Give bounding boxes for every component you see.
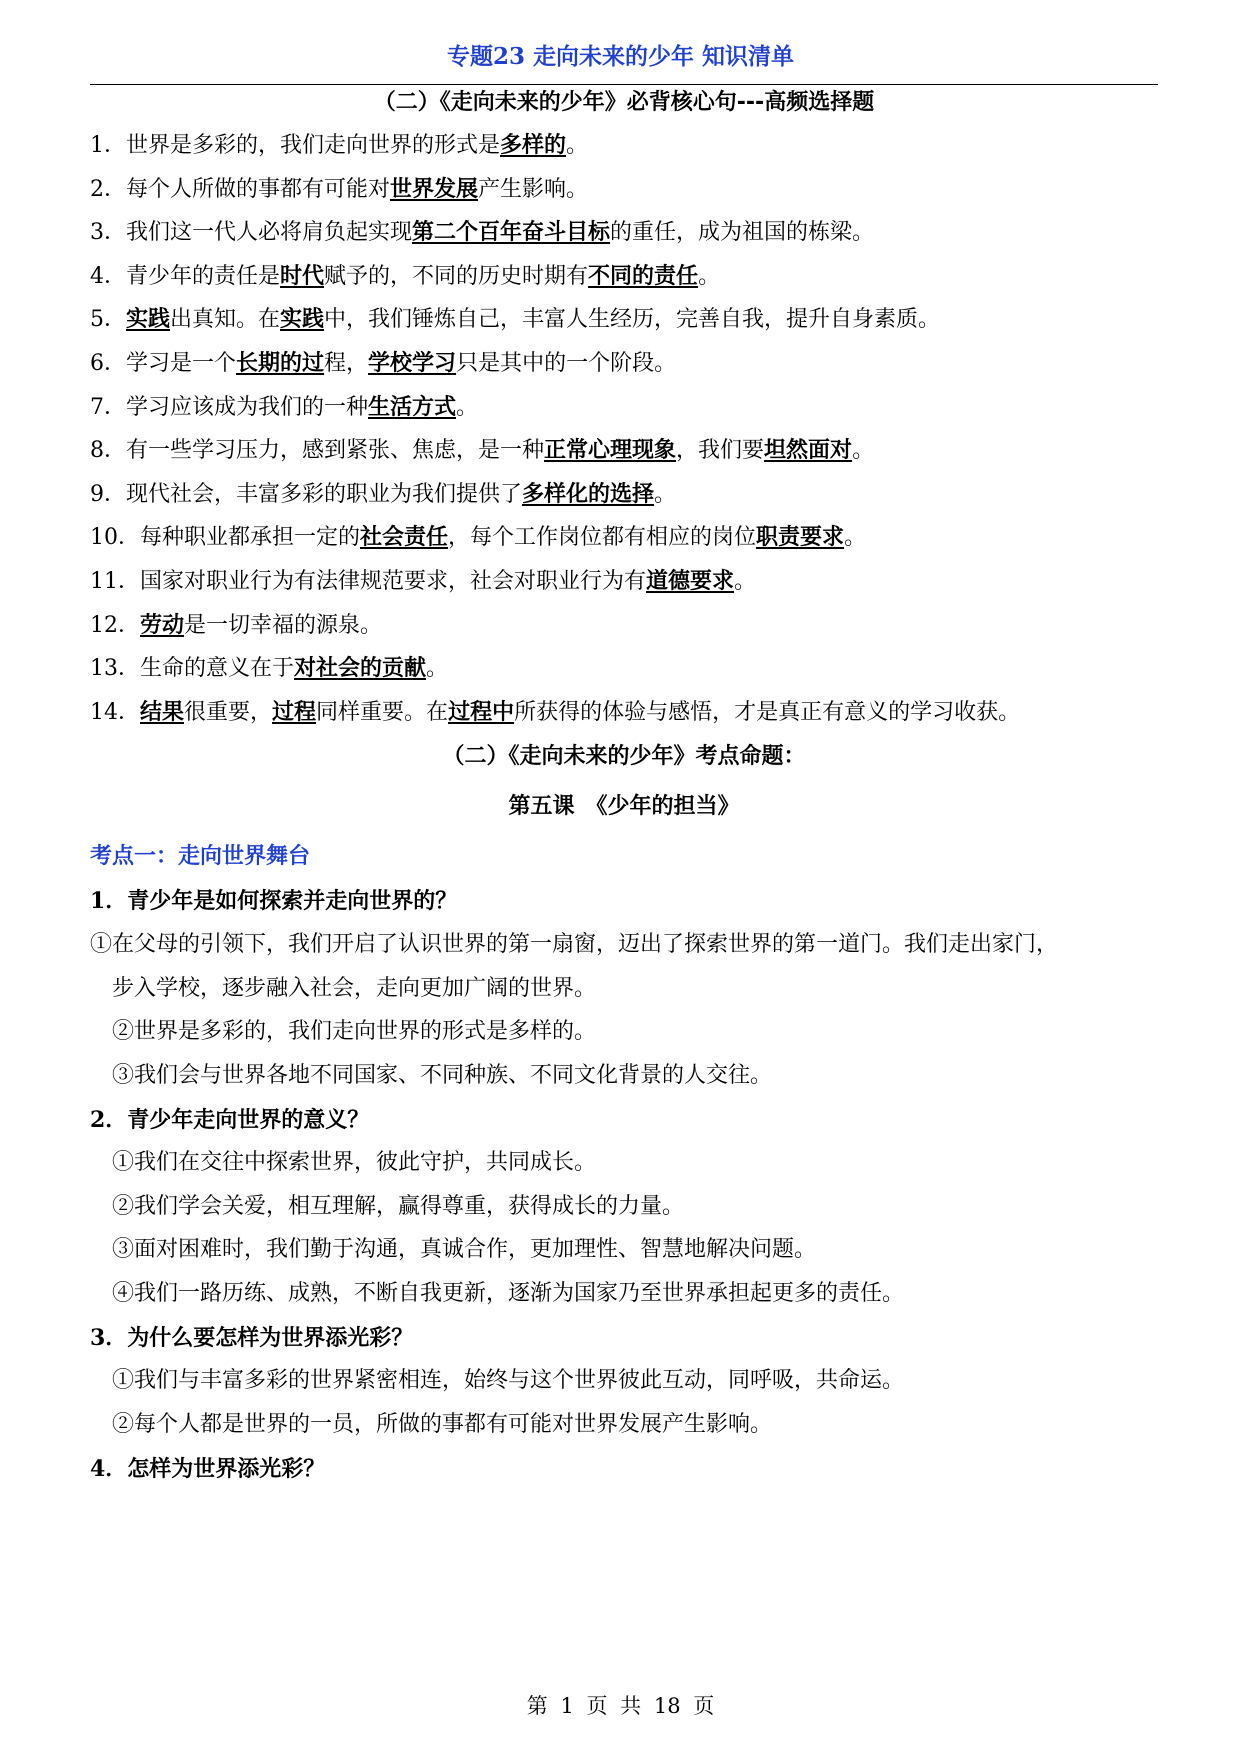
key-term: 职责要求 [756,524,845,551]
sentence-text: 青少年的责任是 [126,263,281,289]
key-term: 对社会的贡献 [294,655,427,682]
core-sentence-item [90,261,1158,292]
item-number: 13． [90,656,140,682]
key-term: 第二个百年奋斗目标 [412,219,611,246]
sentence-text: 。 [456,394,479,420]
key-term: 道德要求 [646,568,735,594]
page-number: 第 1 页 共 18 页 [526,1694,715,1718]
key-term: 世界发展 [390,175,479,202]
sentence-text: 出真知。在 [170,307,281,333]
header-rule [90,84,1158,85]
item-number: 4． [90,263,126,289]
sentence-text: 中，我们锤炼自己，丰富人生经历，完善自我，提升自身素质。 [324,307,941,333]
key-term: 过程 [272,698,317,725]
key-term: 实践 [126,306,171,333]
item-number: 14． [90,699,140,725]
item-number: 5． [90,307,126,333]
key-term: 时代 [280,262,325,289]
key-term: 社会责任 [360,524,449,551]
answer-2-3: ③面对困难时，我们勤于沟通，真诚合作，更加理性、智慧地解决问题。 [112,1237,817,1262]
exam-point-title: 考点一：走向世界舞台 [90,844,311,869]
sentence-text: 每个人所做的事都有可能对 [126,176,391,202]
sentence-text: 。 [654,481,677,507]
page-header-title: 专题23 走向未来的少年 知识清单 [446,43,795,70]
key-term: 长期的过 [236,350,325,376]
sentence-text: 赋予的，不同的历史时期有 [324,263,589,289]
item-number: 12． [90,612,140,638]
answer-1-1a: ①在父母的引领下，我们开启了认识世界的第一扇窗，迈出了探索世界的第一道门。我们走出家门， [90,932,1059,957]
core-sentence-item [90,435,1158,466]
item-number: 10． [90,525,140,551]
sentence-text: 所获得的体验与感悟，才是真正有意义的学习收获。 [514,699,1021,725]
key-term: 结果 [140,698,185,725]
sentence-text: ，我们要 [676,438,765,464]
item-number: 2． [90,176,126,202]
question-3: 3．为什么要怎样为世界添光彩？ [90,1325,414,1351]
key-term: 过程中 [448,698,515,725]
answer-1-1b: 步入学校，逐步融入社会，走向更加广阔的世界。 [112,976,597,1001]
answer-1-2: ②世界是多彩的，我们走向世界的形式是多样的。 [112,1019,597,1044]
item-number: 1． [90,133,126,158]
key-term: 实践 [280,306,325,333]
core-sentence-item [90,174,1158,205]
core-sentence-item [90,697,1158,728]
sentence-text: 生命的意义在于 [140,656,295,682]
item-number: 6． [90,351,126,376]
core-sentence-item [90,304,1158,335]
key-term: 正常心理现象 [544,437,677,464]
answer-2-1: ①我们在交往中探索世界，彼此守护，共同成长。 [112,1150,597,1175]
sentence-text: 。 [852,438,875,464]
key-term: 坦然面对 [764,437,853,464]
sentence-text: 很重要， [184,699,273,725]
answer-2-4: ④我们一路历练、成熟，不断自我更新，逐渐为国家乃至世界承担起更多的责任。 [112,1281,905,1306]
item-number: 7． [90,394,126,420]
core-sentence-item [90,479,1158,510]
sentence-text: 。 [734,569,757,594]
answer-1-3: ③我们会与世界各地不同国家、不同种族、不同文化背景的人交往。 [112,1063,773,1088]
sentence-text: ，每个工作岗位都有相应的岗位 [448,525,757,551]
key-term: 多样化的选择 [522,480,655,507]
item-number: 11． [90,569,140,594]
question-1: 1．青少年是如何探索并走向世界的？ [90,888,458,914]
sentence-text: 产生影响。 [478,176,589,202]
question-2: 2．青少年走向世界的意义？ [90,1107,370,1133]
lesson-title: 第五课 《少年的担当》 [508,794,740,819]
sentence-text: 的重任，成为祖国的栋梁。 [610,220,875,246]
sentence-text: 。 [844,525,867,551]
answer-3-2: ②每个人都是世界的一员，所做的事都有可能对世界发展产生影响。 [112,1412,773,1437]
item-number: 3． [90,220,126,246]
sentence-text: 有一些学习压力，感到紧张、焦虑，是一种 [126,438,545,464]
item-number: 9． [90,481,126,507]
item-number: 8． [90,438,126,464]
core-sentence-item [90,566,1158,597]
core-sentence-item [90,610,1158,641]
core-sentence-item [90,522,1158,553]
sentence-text: 同样重要。在 [316,699,449,725]
sentence-text: 是一切幸福的源泉。 [184,612,383,638]
sentence-text: 。 [698,263,721,289]
sentence-text: 学习是一个 [126,351,237,376]
question-4: 4．怎样为世界添光彩？ [90,1456,326,1482]
sentence-text: 世界是多彩的，我们走向世界的形式是 [126,133,501,158]
sentence-text: 学习应该成为我们的一种 [126,394,369,420]
core-sentence-item [90,392,1158,423]
core-sentence-item [90,130,1158,161]
sentence-text: 。 [426,656,449,682]
section1-heading: （二）《走向未来的少年》必背核心句---高频选择题 [373,90,875,115]
key-term: 生活方式 [368,393,457,420]
section2-heading: （二）《走向未来的少年》考点命题： [442,744,806,769]
key-term: 劳动 [140,611,185,638]
sentence-text: 只是其中的一个阶段。 [456,351,677,376]
key-term: 不同的责任 [588,262,699,289]
core-sentence-item [90,217,1158,248]
sentence-text: 每种职业都承担一定的 [140,525,361,551]
sentence-text: 国家对职业行为有法律规范要求，社会对职业行为有 [140,569,647,594]
sentence-text: 程， [324,351,369,376]
sentence-text: 我们这一代人必将肩负起实现 [126,220,413,246]
key-term: 学校学习 [368,350,457,376]
key-term: 多样的 [500,132,567,158]
sentence-text: 。 [566,133,589,158]
answer-2-2: ②我们学会关爱，相互理解，赢得尊重，获得成长的力量。 [112,1194,685,1219]
answer-3-1: ①我们与丰富多彩的世界紧密相连，始终与这个世界彼此互动，同呼吸，共命运。 [112,1368,905,1393]
core-sentence-item [90,348,1158,379]
sentence-text: 现代社会，丰富多彩的职业为我们提供了 [126,481,523,507]
core-sentence-item [90,653,1158,684]
